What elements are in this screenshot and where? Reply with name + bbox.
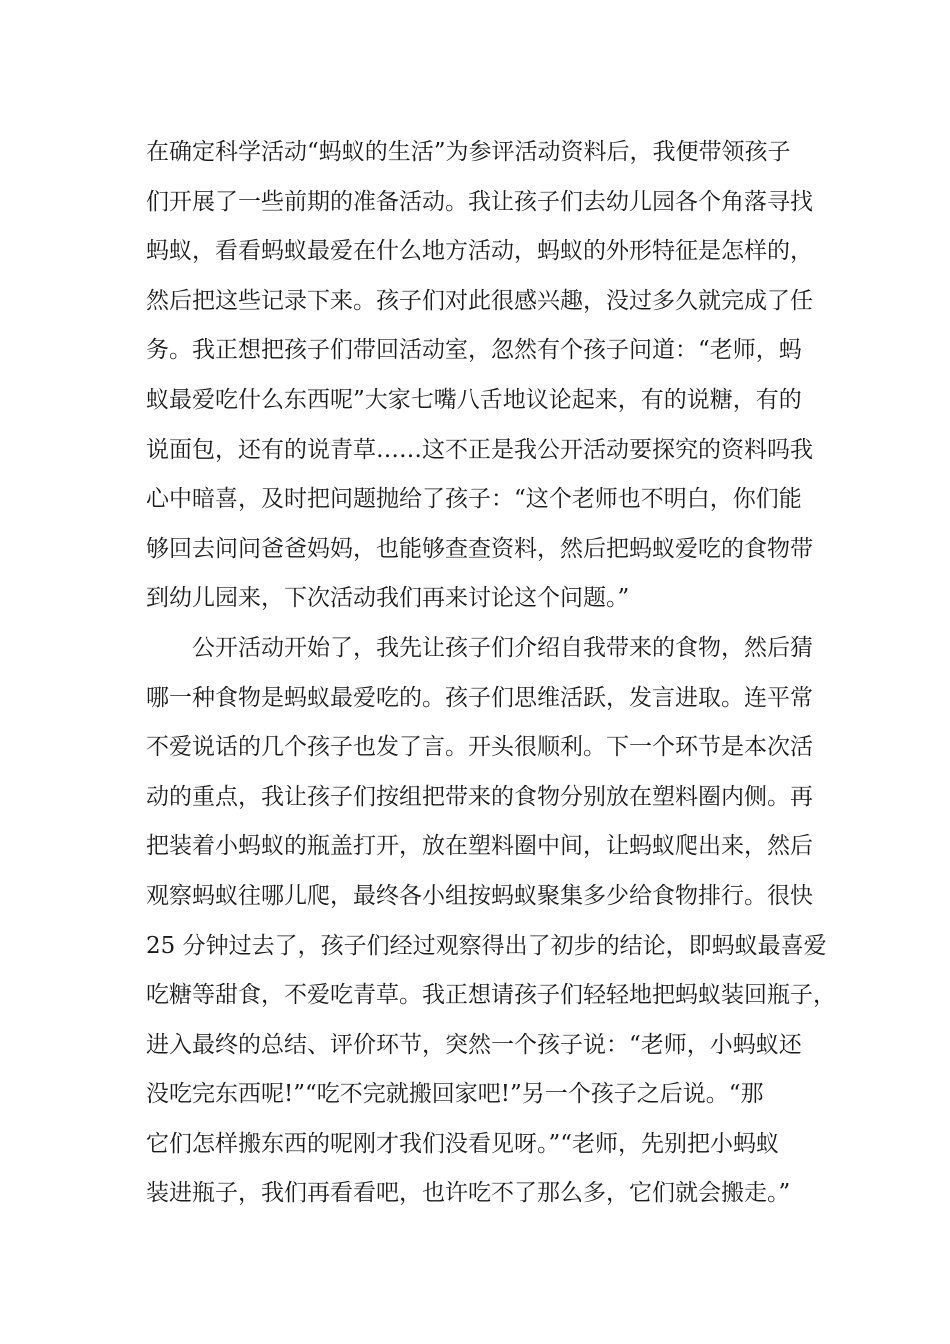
text-line: 观察蚂蚁往哪儿爬，最终各小组按蚂蚁聚集多少给食物排行。很快 (146, 882, 813, 909)
text-line: 到幼儿园来，下次活动我们再来讨论这个问题。” (146, 585, 630, 612)
text-line: 进入最终的总结、评价环节，突然一个孩子说：“老师，小蚂蚁还 (146, 1031, 802, 1058)
text-line: 没吃完东西呢!”“吃不完就搬回家吧!”另一个孩子之后说。“那 (146, 1081, 764, 1108)
text-line: 哪一种食物是蚂蚁最爱吃的。孩子们思维活跃，发言进取。连平常 (146, 684, 813, 711)
text-line: 公开活动开始了，我先让孩子们介绍自我带来的食物，然后猜 (192, 634, 813, 661)
text-line: 吃糖等甜食，不爱吃青草。我正想请孩子们轻轻地把蚂蚁装回瓶子， (146, 982, 836, 1009)
text-line: 们开展了一些前期的准备活动。我让孩子们去幼儿园各个角落寻找 (146, 188, 813, 215)
text-line: 务。我正想把孩子们带回活动室，忽然有个孩子问道：“老师，蚂 (146, 337, 802, 364)
text-line: 在确定科学活动“蚂蚁的生活”为参评活动资料后，我便带领孩子 (146, 139, 791, 165)
text-line: 蚂蚁，看看蚂蚁最爱在什么地方活动，蚂蚁的外形特征是怎样的， (146, 238, 813, 265)
text-line: 装进瓶子，我们再看看吧，也许吃不了那么多，它们就会搬走。” (146, 1180, 791, 1207)
text-line: 心中暗喜，及时把问题抛给了孩子：“这个老师也不明白，你们能 (146, 486, 802, 513)
text-line: 说面包，还有的说青草……这不正是我公开活动要探究的资料吗我 (146, 436, 813, 463)
paragraph-2 (146, 624, 836, 1219)
text-line: 然后把这些记录下来。孩子们对此很感兴趣，没过多久就完成了任 (146, 287, 813, 314)
document-body (146, 128, 836, 1219)
text-line: 动的重点，我让孩子们按组把带来的食物分别放在塑料圈内侧。再 (146, 783, 813, 810)
text-line: 蚁最爱吃什么东西呢”大家七嘴八舌地议论起来，有的说糖，有的 (146, 386, 802, 413)
text-line: 把装着小蚂蚁的瓶盖打开，放在塑料圈中间，让蚂蚁爬出来，然后 (146, 833, 813, 860)
text-line: 不爱说话的几个孩子也发了言。开头很顺利。下一个环节是本次活 (146, 734, 813, 761)
text-line: 25 分钟过去了，孩子们经过观察得出了初步的结论，即蚂蚁最喜爱 (146, 932, 827, 959)
text-line: 够回去问问爸爸妈妈，也能够查查资料，然后把蚂蚁爱吃的食物带 (146, 535, 813, 562)
paragraph-1 (146, 128, 816, 624)
text-line: 它们怎样搬东西的呢刚才我们没看见呀。”“老师，先别把小蚂蚁 (146, 1130, 780, 1157)
